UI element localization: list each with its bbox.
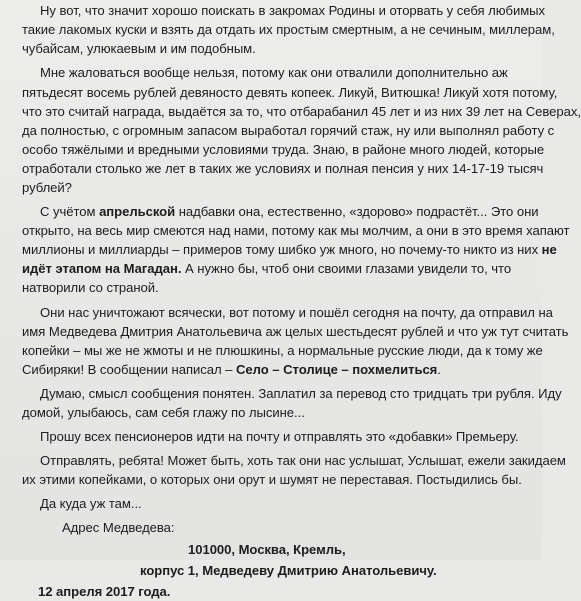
paragraph-5-line-2: домой, улыбаюсь, сам себя глажу по лысине... (22, 405, 305, 420)
paragraph-3-line-1 (40, 203, 539, 221)
paragraph-4-line-3: копейки – мы же не жмоты и не плюшкины, а нормальные русские люди, да к тому же (22, 343, 543, 358)
paragraph-2-line-3: что это считай награда, выдаётся за то, что отбарабанил 45 лет и из них 39 лет на Северах, (22, 104, 581, 119)
letter-date: 12 апреля 2017 года. (38, 584, 171, 599)
paragraph-3-line-1-start: С учётом (40, 204, 100, 219)
paragraph-1-line-3: чубайсам, улюкаевым и им подобным. (22, 41, 256, 56)
paragraph-3-line-4-end: А нужно бы, чтоб они своими глазами увидели то, что (181, 261, 512, 276)
paragraph-2-line-5: особо тяжёлыми и вредными условиями труда. Знаю, в районе много людей, которые (22, 142, 545, 157)
paragraph-3-line-1-end: надбавки она, естественно, «здорово» подрастёт... Это они (175, 204, 539, 219)
paragraph-8-line-1: Да куда уж там... (40, 496, 142, 511)
paragraph-7-line-2: их этими копейками, о которых они орут и шумят не переставая. Постыдились бы. (22, 472, 522, 487)
paragraph-2-line-6: отработали столько же лет в таких же условиях и полная пенсия у них 14-17-19 тысяч (22, 161, 544, 176)
paragraph-4-line-4-end: . (437, 362, 441, 377)
paragraph-2-line-2: пятьдесят восемь рублей девяносто девять копеек. Ликуй, Витюшка! Ликуй хотя потому, (22, 85, 558, 100)
paragraph-3-line-5: натворили со страной. (22, 280, 159, 295)
paragraph-3-line-3-start: миллионы и миллиарды – примеров тому шибко уж много, но почему-то никто из них (22, 242, 542, 257)
paragraph-4-line-1: Они нас уничтожают всячески, вот потому и пошёл сегодня на почту, да отправил на (40, 305, 553, 320)
paragraph-6-line-1: Прошу всех пенсионеров идти на почту и отправлять это «добавки» Премьеру. (40, 429, 519, 444)
paragraph-5-line-1: Думаю, смысл сообщения понятен. Заплатил за перевод сто тридцать три рубля. Иду (40, 386, 562, 401)
paragraph-4-line-2: имя Медведева Дмитрия Анатольевича аж целых шестьдесят рублей и что уж тут считать (22, 324, 569, 339)
paragraph-7-line-1: Отправлять, ребята! Может быть, хоть так они нас услышат, Услышат, ежели закидаем (40, 453, 566, 468)
paragraph-2-line-7: рублей? (22, 180, 72, 195)
paragraph-4-line-4-start: Сибиряки! В сообщении написал – (22, 362, 237, 377)
paragraph-1-line-1: Ну вот, что значит хорошо поискать в закромах Родины и оторвать у себя любимых (40, 3, 546, 18)
paragraph-4-line-4 (22, 361, 441, 379)
paragraph-2-line-1: Мне жаловаться вообще нельзя, потому как они отвалили дополнительно аж (40, 65, 508, 80)
address-label: Адрес Медведева: (62, 520, 175, 535)
paragraph-4-bold-message: Село – Столице – похмелиться (236, 362, 438, 377)
address-line-1: 101000, Москва, Кремль, (188, 542, 346, 557)
paragraph-3-bold-april: апрельской (99, 204, 176, 219)
paragraph-3-line-4 (22, 260, 511, 278)
paragraph-3-line-3 (22, 241, 557, 259)
address-line-2: корпус 1, Медведеву Дмитрию Анатольевичу. (140, 563, 437, 578)
paragraph-1-line-2: такие лакомых куски и взять да отдать их простым смертным, а не сечиным, миллерам, (22, 22, 555, 37)
paragraph-3-line-2: открыто, на весь мир смеются над нами, потому как мы молчим, а они в это время хапают (22, 223, 570, 238)
paragraph-3-bold-ne: не (541, 242, 557, 257)
paragraph-2-line-4: да полностью, с огромным запасом выработал горячий стаж, ну или выполнял работу с (22, 123, 555, 138)
paragraph-3-bold-magadan: идёт этапом на Магадан. (22, 261, 182, 276)
